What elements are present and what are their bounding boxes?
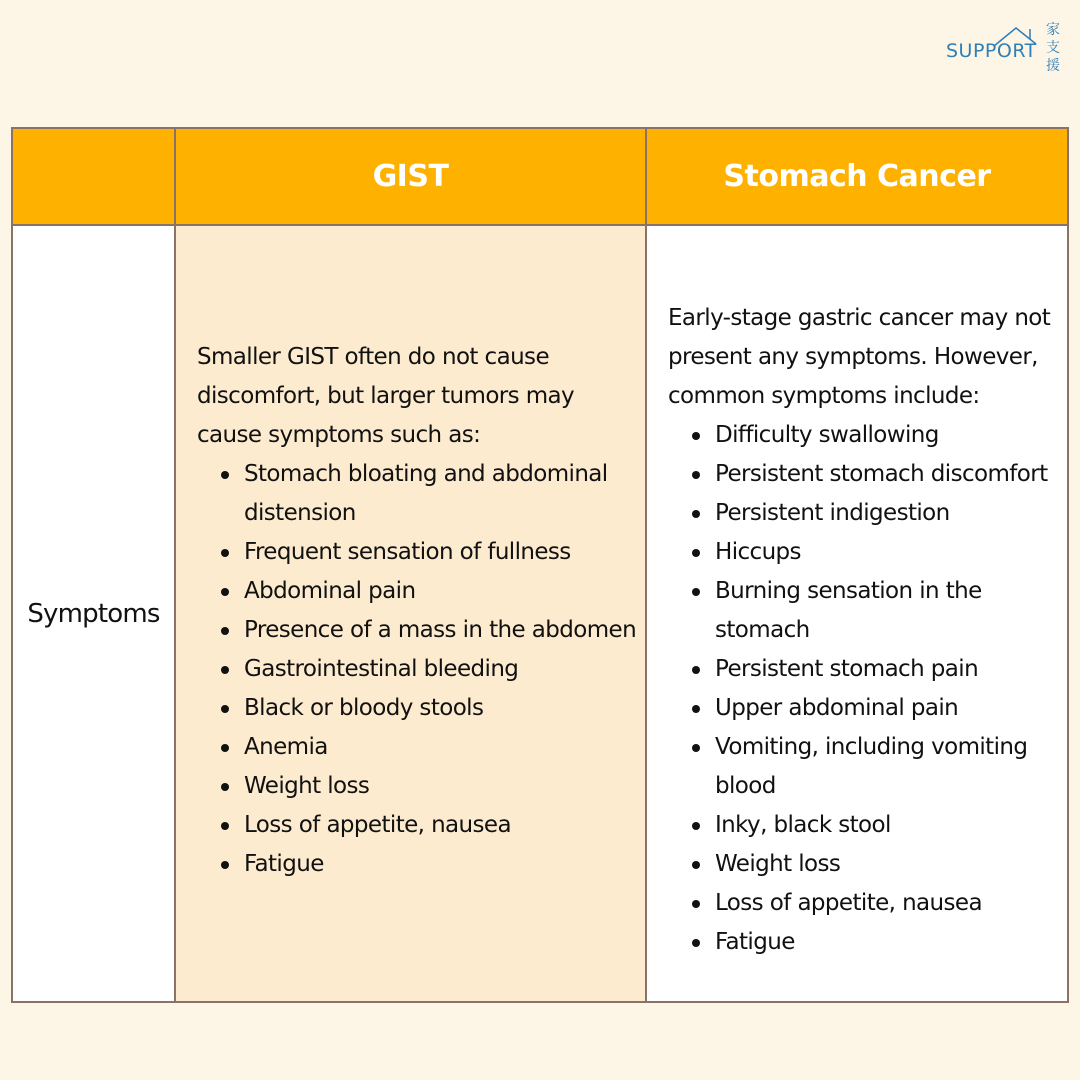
header-stomach-cancer-cell [647, 129, 1067, 224]
header-empty-cell [13, 129, 174, 224]
logo-text: SUPPORT [946, 40, 1037, 62]
column-divider [645, 129, 647, 1001]
list-item: Persistent indigestion [668, 494, 1066, 533]
stomach-cancer-symptoms [668, 299, 1066, 962]
list-item: Inky, black stool [668, 806, 1066, 845]
list-item: Upper abdominal pain [668, 689, 1066, 728]
list-item: Gastrointestinal bleeding [197, 650, 637, 689]
list-item: Fatigue [197, 845, 637, 884]
list-item: Fatigue [668, 923, 1066, 962]
list-item: Frequent sensation of fullness [197, 533, 637, 572]
list-item: Anemia [197, 728, 637, 767]
header-gist: GIST [372, 159, 449, 194]
list-item: Loss of appetite, nausea [197, 806, 637, 845]
logo-cjk-char: 家 [1046, 21, 1060, 37]
list-item: Burning sensation in the stomach [668, 572, 1066, 650]
list-item: Black or bloody stools [197, 689, 637, 728]
row-label-symptoms: Symptoms [27, 598, 160, 629]
list-item: Loss of appetite, nausea [668, 884, 1066, 923]
stomach-cancer-symptom-list [668, 416, 1066, 962]
list-item: Difficulty swallowing [668, 416, 1066, 455]
logo-cjk-char: 援 [1046, 57, 1060, 73]
gist-symptom-list [197, 455, 637, 884]
list-item: Stomach bloating and abdominal distension [197, 455, 637, 533]
logo-cjk-char: 支 [1046, 39, 1060, 55]
list-item: Weight loss [668, 845, 1066, 884]
gist-intro: Smaller GIST often do not cause discomfort, but larger tumors may cause symptoms such as: [197, 344, 575, 448]
list-item: Vomiting, including vomiting blood [668, 728, 1066, 806]
header-divider [13, 224, 1067, 226]
list-item: Hiccups [668, 533, 1066, 572]
stomach-cancer-intro: Early-stage gastric cancer may not present any symptoms. However, common symptoms include: [668, 305, 1051, 409]
logo-cjk [1044, 20, 1062, 74]
list-item: Persistent stomach discomfort [668, 455, 1066, 494]
header-gist-cell [176, 129, 645, 224]
list-item: Persistent stomach pain [668, 650, 1066, 689]
comparison-table [11, 127, 1069, 1003]
gist-symptoms-cell [176, 226, 645, 1001]
row-label-cell [13, 226, 174, 1001]
support-logo [944, 14, 1062, 78]
column-divider [174, 129, 176, 1001]
stomach-cancer-symptoms-cell [647, 226, 1067, 1001]
list-item: Presence of a mass in the abdomen [197, 611, 637, 650]
header-stomach-cancer: Stomach Cancer [723, 159, 991, 194]
list-item: Weight loss [197, 767, 637, 806]
list-item: Abdominal pain [197, 572, 637, 611]
gist-symptoms [197, 338, 637, 884]
